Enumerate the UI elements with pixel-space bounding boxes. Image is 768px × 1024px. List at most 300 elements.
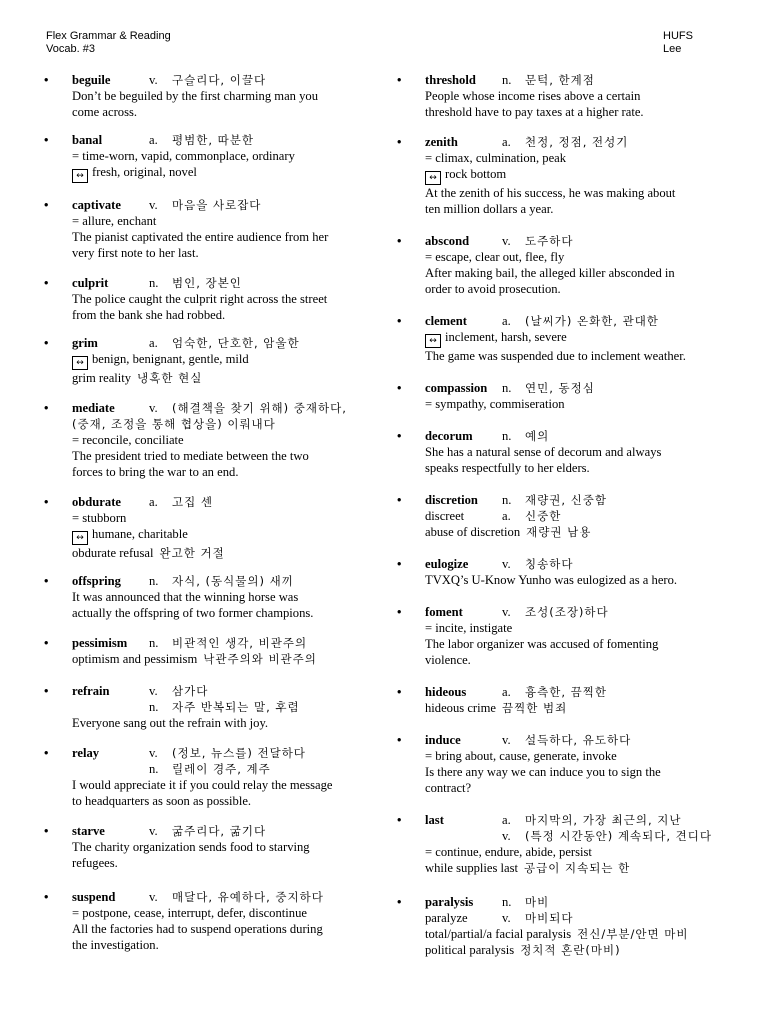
- korean-gloss: 마음을 사로잡다: [172, 198, 262, 212]
- headword: eulogize: [425, 557, 469, 571]
- entry-line: [425, 396, 717, 412]
- entry-line: [72, 448, 364, 464]
- entry-line: [425, 780, 717, 796]
- entry-text: to headquarters as soon as possible.: [72, 794, 252, 808]
- entry-line: [72, 745, 364, 761]
- vocab-entry: [44, 335, 364, 386]
- korean-gloss: 끔찍한 범죄: [502, 701, 568, 715]
- bullet: •: [44, 684, 49, 698]
- entry-line: [72, 905, 364, 921]
- entry-text: from the bank she had robbed.: [72, 308, 226, 322]
- bullet: •: [397, 813, 402, 827]
- entry-text: benign, benignant, gentle, mild: [92, 352, 249, 366]
- entry-line: [425, 524, 717, 540]
- entry-text: refugees.: [72, 856, 118, 870]
- bullet: •: [44, 824, 49, 838]
- korean-gloss: 문턱, 한계점: [525, 73, 595, 87]
- korean-gloss: (해결책을 찾기 위해) 중재하다,: [172, 401, 347, 415]
- entry-text: rock bottom: [445, 167, 507, 181]
- entry-text: = escape, clear out, flee, fly: [425, 250, 565, 264]
- entry-text: ten million dollars a year.: [425, 202, 554, 216]
- entry-line: [425, 828, 717, 844]
- entry-line: [72, 291, 364, 307]
- korean-gloss: 고집 센: [172, 495, 213, 509]
- korean-gloss: 엄숙한, 단호한, 암울한: [172, 336, 300, 350]
- entry-text: actually the offspring of two former champions.: [72, 606, 314, 620]
- entry-line: [72, 229, 364, 245]
- korean-gloss: 삼가다: [172, 684, 209, 698]
- bullet: •: [397, 429, 402, 443]
- headword: paralysis: [425, 895, 474, 909]
- entry-text: inclement, harsh, severe: [445, 330, 567, 344]
- korean-gloss: 매달다, 유예하다, 중지하다: [172, 890, 324, 904]
- part-of-speech: v.: [502, 234, 511, 248]
- korean-gloss: 칭송하다: [525, 557, 574, 571]
- vocab-entry: [397, 428, 717, 476]
- headword: decorum: [425, 429, 473, 443]
- entry-text: The pianist captivated the entire audience from her: [72, 230, 329, 244]
- entry-line: [72, 335, 364, 351]
- part-of-speech: n.: [149, 574, 159, 588]
- vocab-entry: [44, 745, 364, 809]
- entry-text: humane, charitable: [92, 527, 188, 541]
- part-of-speech: n.: [502, 381, 512, 395]
- bullet: •: [397, 234, 402, 248]
- entry-text: After making bail, the alleged killer absconded in: [425, 266, 675, 280]
- vocab-entry: [44, 72, 364, 120]
- part-of-speech: n.: [149, 700, 159, 714]
- vocab-entry: [44, 889, 364, 953]
- korean-gloss: 평범한, 따분한: [172, 133, 254, 147]
- header-right: [663, 30, 693, 56]
- headword: compassion: [425, 381, 488, 395]
- korean-gloss: 예의: [525, 429, 550, 443]
- course-title: Flex Grammar & Reading: [46, 30, 171, 42]
- entry-text: optimism and pessimism: [72, 652, 198, 666]
- entry-line: [425, 460, 717, 476]
- entry-line: [72, 683, 364, 699]
- entry-line: [72, 855, 364, 871]
- entry-line: [425, 88, 717, 104]
- entry-text: At the zenith of his success, he was making about: [425, 186, 676, 200]
- bullet: •: [397, 381, 402, 395]
- entry-text: All the factories had to suspend operations during: [72, 922, 323, 936]
- entry-line: [425, 748, 717, 764]
- entry-text: forces to bring the war to an end.: [72, 465, 239, 479]
- entry-line: [72, 889, 364, 905]
- bullet: •: [44, 133, 49, 147]
- part-of-speech: v.: [502, 557, 511, 571]
- entry-text: The police caught the culprit right across the street: [72, 292, 328, 306]
- headword: last: [425, 813, 444, 827]
- headword: offspring: [72, 574, 121, 588]
- entry-line: [425, 281, 717, 297]
- entry-line: [425, 926, 717, 942]
- entry-text: abuse of discretion: [425, 525, 521, 539]
- entry-line: [72, 245, 364, 261]
- entry-line: [425, 764, 717, 780]
- vocab-entry: [397, 556, 717, 588]
- headword: mediate: [72, 401, 115, 415]
- korean-gloss: (특정 시간동안) 계속되다, 견디다: [525, 829, 713, 843]
- entry-text: fresh, original, novel: [92, 165, 197, 179]
- part-of-speech: a.: [149, 133, 158, 147]
- vocab-entry: [44, 683, 364, 731]
- entry-line: [72, 148, 364, 164]
- korean-gloss: 마비되다: [525, 911, 574, 925]
- headword: clement: [425, 314, 467, 328]
- korean-gloss: (중재, 조정을 통해 협상을) 이뤄내다: [72, 417, 276, 431]
- entry-line: [72, 432, 364, 448]
- entry-line: [72, 937, 364, 953]
- bullet: •: [44, 495, 49, 509]
- bullet: •: [44, 746, 49, 760]
- entry-line: [72, 777, 364, 793]
- entry-text: = reconcile, conciliate: [72, 433, 184, 447]
- headword: beguile: [72, 73, 111, 87]
- entry-line: [72, 88, 364, 104]
- entry-text: = time-worn, vapid, commonplace, ordinary: [72, 149, 295, 163]
- entry-line: [425, 150, 717, 166]
- entry-line: [72, 715, 364, 731]
- korean-gloss: (정보, 뉴스를) 전달하다: [172, 746, 306, 760]
- entry-line: [425, 348, 717, 364]
- vocab-entry: [397, 492, 717, 540]
- korean-gloss: 마지막의, 가장 최근의, 지난: [525, 813, 682, 827]
- entry-text: hideous crime: [425, 701, 496, 715]
- part-of-speech: a.: [502, 135, 511, 149]
- vocab-entry: [397, 233, 717, 297]
- part-of-speech: a.: [149, 336, 158, 350]
- entry-text: speaks respectfully to her elders.: [425, 461, 590, 475]
- entry-line: [425, 604, 717, 620]
- entry-line: [72, 307, 364, 323]
- korean-gloss: 자주 반복되는 말, 후렴: [172, 700, 300, 714]
- entry-text: = continue, endure, abide, persist: [425, 845, 592, 859]
- entry-line: [72, 464, 364, 480]
- bullet: •: [397, 557, 402, 571]
- entry-line: [72, 164, 364, 183]
- entry-line: [425, 265, 717, 281]
- entry-text: = stubborn: [72, 511, 127, 525]
- part-of-speech: n.: [502, 895, 512, 909]
- korean-gloss: 재량권, 신중함: [525, 493, 607, 507]
- part-of-speech: a.: [502, 314, 511, 328]
- vocab-entry: [397, 134, 717, 217]
- vocab-entry: [44, 635, 364, 667]
- entry-line: [425, 700, 717, 716]
- part-of-speech: v.: [149, 746, 158, 760]
- entry-line: [72, 605, 364, 621]
- entry-text: Everyone sang out the refrain with joy.: [72, 716, 269, 730]
- entry-text: The game was suspended due to inclement weather.: [425, 349, 686, 363]
- entry-line: [425, 492, 717, 508]
- entry-line: [425, 652, 717, 668]
- entry-line: [72, 213, 364, 229]
- vocab-entry: [397, 684, 717, 716]
- header-left: [46, 30, 171, 56]
- entry-line: [72, 510, 364, 526]
- bullet: •: [397, 895, 402, 909]
- bullet: •: [397, 314, 402, 328]
- part-of-speech: v.: [502, 733, 511, 747]
- entry-text: The labor organizer was accused of fomenting: [425, 637, 659, 651]
- entry-line: [425, 166, 717, 185]
- part-of-speech: v.: [502, 829, 511, 843]
- entry-line: [425, 134, 717, 150]
- part-of-speech: a.: [502, 813, 511, 827]
- vocab-entry: [44, 823, 364, 871]
- headword: obdurate: [72, 495, 121, 509]
- part-of-speech: v.: [149, 401, 158, 415]
- bullet: •: [397, 733, 402, 747]
- antonym-icon: ↔: [425, 171, 441, 185]
- teacher-name: Lee: [663, 43, 682, 55]
- korean-gloss: 릴레이 경주, 계주: [172, 762, 271, 776]
- entry-line: [72, 761, 364, 777]
- entry-line: [72, 104, 364, 120]
- vocab-entry: [44, 132, 364, 183]
- vocab-entry: [397, 380, 717, 412]
- entry-line: [72, 823, 364, 839]
- part-of-speech: v.: [502, 605, 511, 619]
- headword: threshold: [425, 73, 476, 87]
- entry-line: [72, 589, 364, 605]
- entry-line: [425, 380, 717, 396]
- entry-line: [425, 201, 717, 217]
- part-of-speech: v.: [149, 73, 158, 87]
- entry-line: [425, 910, 717, 926]
- entry-text: = incite, instigate: [425, 621, 513, 635]
- headword: zenith: [425, 135, 458, 149]
- headword: banal: [72, 133, 103, 147]
- entry-line: [425, 313, 717, 329]
- bullet: •: [397, 73, 402, 87]
- part-of-speech: v.: [502, 911, 511, 925]
- korean-gloss: 냉혹한 현실: [137, 371, 203, 385]
- entry-text: She has a natural sense of decorum and always: [425, 445, 662, 459]
- right-column: [397, 72, 717, 958]
- vocab-entry: [44, 197, 364, 261]
- entry-line: [425, 860, 717, 876]
- entry-line: [72, 793, 364, 809]
- headword: abscond: [425, 234, 470, 248]
- bullet: •: [397, 493, 402, 507]
- korean-gloss: 범인, 장본인: [172, 276, 242, 290]
- bullet: •: [44, 890, 49, 904]
- entry-line: [425, 508, 717, 524]
- antonym-icon: ↔: [72, 356, 88, 370]
- korean-gloss: 천정, 정점, 전성기: [525, 135, 629, 149]
- entry-line: [72, 699, 364, 715]
- headword: pessimism: [72, 636, 128, 650]
- entry-line: [425, 732, 717, 748]
- part-of-speech: n.: [502, 73, 512, 87]
- vocab-entry: [44, 573, 364, 621]
- bullet: •: [397, 685, 402, 699]
- entry-text: The president tried to mediate between the two: [72, 449, 309, 463]
- entry-line: [72, 132, 364, 148]
- part-of-speech: n.: [502, 493, 512, 507]
- korean-gloss: 비관적인 생각, 비관주의: [172, 636, 308, 650]
- headword: captivate: [72, 198, 121, 212]
- entry-line: [425, 684, 717, 700]
- entry-line: [425, 556, 717, 572]
- part-of-speech: a.: [149, 495, 158, 509]
- headword: culprit: [72, 276, 109, 290]
- entry-line: [425, 444, 717, 460]
- vocab-entry: [44, 400, 364, 480]
- headword: foment: [425, 605, 463, 619]
- part-of-speech: n.: [149, 762, 159, 776]
- vocab-entry: [44, 275, 364, 323]
- part-of-speech: n.: [149, 276, 159, 290]
- part-of-speech: a.: [502, 509, 511, 523]
- antonym-icon: ↔: [72, 169, 88, 183]
- entry-text: = allure, enchant: [72, 214, 157, 228]
- korean-gloss: (날씨가) 온화한, 관대한: [525, 314, 659, 328]
- entry-line: [72, 416, 364, 432]
- entry-text: I would appreciate it if you could relay the message: [72, 778, 333, 792]
- entry-text: political paralysis: [425, 943, 515, 957]
- entry-line: [72, 197, 364, 213]
- entry-line: [425, 185, 717, 201]
- entry-text: People whose income rises above a certain: [425, 89, 641, 103]
- entry-text: while supplies last: [425, 861, 519, 875]
- korean-gloss: 완고한 거절: [159, 546, 225, 560]
- entry-line: [72, 370, 364, 386]
- part-of-speech: v.: [149, 684, 158, 698]
- entry-line: [425, 249, 717, 265]
- korean-gloss: 재량권 남용: [526, 525, 592, 539]
- school-name: HUFS: [663, 30, 693, 42]
- korean-gloss: 흉측한, 끔찍한: [525, 685, 607, 699]
- entry-text: paralyze: [425, 911, 468, 925]
- entry-text: = postpone, cease, interrupt, defer, discontinue: [72, 906, 307, 920]
- korean-gloss: 도주하다: [525, 234, 574, 248]
- entry-line: [72, 526, 364, 545]
- part-of-speech: n.: [502, 429, 512, 443]
- entry-line: [425, 942, 717, 958]
- korean-gloss: 구슬리다, 이끌다: [172, 73, 267, 87]
- left-column: [44, 72, 364, 953]
- entry-line: [425, 812, 717, 828]
- entry-line: [425, 636, 717, 652]
- entry-text: threshold have to pay taxes at a higher rate.: [425, 105, 644, 119]
- headword: hideous: [425, 685, 467, 699]
- vocab-entry: [397, 313, 717, 364]
- korean-gloss: 마비: [525, 895, 550, 909]
- korean-gloss: 굶주리다, 굶기다: [172, 824, 267, 838]
- headword: starve: [72, 824, 105, 838]
- bullet: •: [44, 574, 49, 588]
- entry-text: TVXQ’s U-Know Yunho was eulogized as a hero.: [425, 573, 678, 587]
- korean-gloss: 정치적 혼란(마비): [520, 943, 621, 957]
- entry-line: [72, 400, 364, 416]
- bullet: •: [397, 605, 402, 619]
- korean-gloss: 낙관주의와 비관주의: [203, 652, 317, 666]
- entry-line: [72, 651, 364, 667]
- entry-text: violence.: [425, 653, 471, 667]
- entry-text: = climax, culmination, peak: [425, 151, 567, 165]
- headword: relay: [72, 746, 100, 760]
- bullet: •: [44, 336, 49, 350]
- korean-gloss: 연민, 동정심: [525, 381, 595, 395]
- entry-text: = sympathy, commiseration: [425, 397, 565, 411]
- entry-text: grim reality: [72, 371, 132, 385]
- entry-line: [425, 844, 717, 860]
- entry-text: = bring about, cause, generate, invoke: [425, 749, 617, 763]
- vocab-entry: [397, 894, 717, 958]
- entry-line: [425, 104, 717, 120]
- entry-text: contract?: [425, 781, 472, 795]
- bullet: •: [44, 276, 49, 290]
- entry-line: [425, 428, 717, 444]
- entry-text: discreet: [425, 509, 465, 523]
- entry-line: [72, 635, 364, 651]
- bullet: •: [44, 636, 49, 650]
- entry-line: [425, 233, 717, 249]
- part-of-speech: a.: [502, 685, 511, 699]
- headword: suspend: [72, 890, 116, 904]
- part-of-speech: v.: [149, 890, 158, 904]
- entry-text: Is there any way we can induce you to sign the: [425, 765, 661, 779]
- korean-gloss: 공급이 지속되는 한: [524, 861, 631, 875]
- vocab-entry: [44, 494, 364, 561]
- part-of-speech: v.: [149, 198, 158, 212]
- entry-line: [425, 329, 717, 348]
- bullet: •: [44, 73, 49, 87]
- entry-text: come across.: [72, 105, 138, 119]
- vocab-number: Vocab. #3: [46, 43, 95, 55]
- entry-line: [72, 573, 364, 589]
- entry-line: [72, 494, 364, 510]
- bullet: •: [397, 135, 402, 149]
- entry-line: [72, 839, 364, 855]
- korean-gloss: 신중한: [525, 509, 562, 523]
- headword: induce: [425, 733, 461, 747]
- antonym-icon: ↔: [72, 531, 88, 545]
- entry-text: total/partial/a facial paralysis: [425, 927, 572, 941]
- entry-text: very first note to her last.: [72, 246, 199, 260]
- antonym-icon: ↔: [425, 334, 441, 348]
- part-of-speech: v.: [149, 824, 158, 838]
- korean-gloss: 전신/부분/안면 마비: [577, 927, 689, 941]
- entry-line: [425, 894, 717, 910]
- bullet: •: [44, 198, 49, 212]
- entry-text: order to avoid prosecution.: [425, 282, 561, 296]
- entry-line: [425, 620, 717, 636]
- part-of-speech: n.: [149, 636, 159, 650]
- entry-line: [425, 72, 717, 88]
- korean-gloss: 설득하다, 유도하다: [525, 733, 632, 747]
- vocab-entry: [397, 812, 717, 876]
- headword: refrain: [72, 684, 110, 698]
- headword: discretion: [425, 493, 478, 507]
- entry-line: [72, 275, 364, 291]
- entry-text: the investigation.: [72, 938, 159, 952]
- entry-line: [72, 921, 364, 937]
- korean-gloss: 자식, (동식물의) 새끼: [172, 574, 294, 588]
- bullet: •: [44, 401, 49, 415]
- entry-line: [72, 72, 364, 88]
- entry-line: [425, 572, 717, 588]
- vocab-entry: [397, 604, 717, 668]
- entry-text: It was announced that the winning horse was: [72, 590, 299, 604]
- vocab-entry: [397, 72, 717, 120]
- headword: grim: [72, 336, 98, 350]
- entry-line: [72, 545, 364, 561]
